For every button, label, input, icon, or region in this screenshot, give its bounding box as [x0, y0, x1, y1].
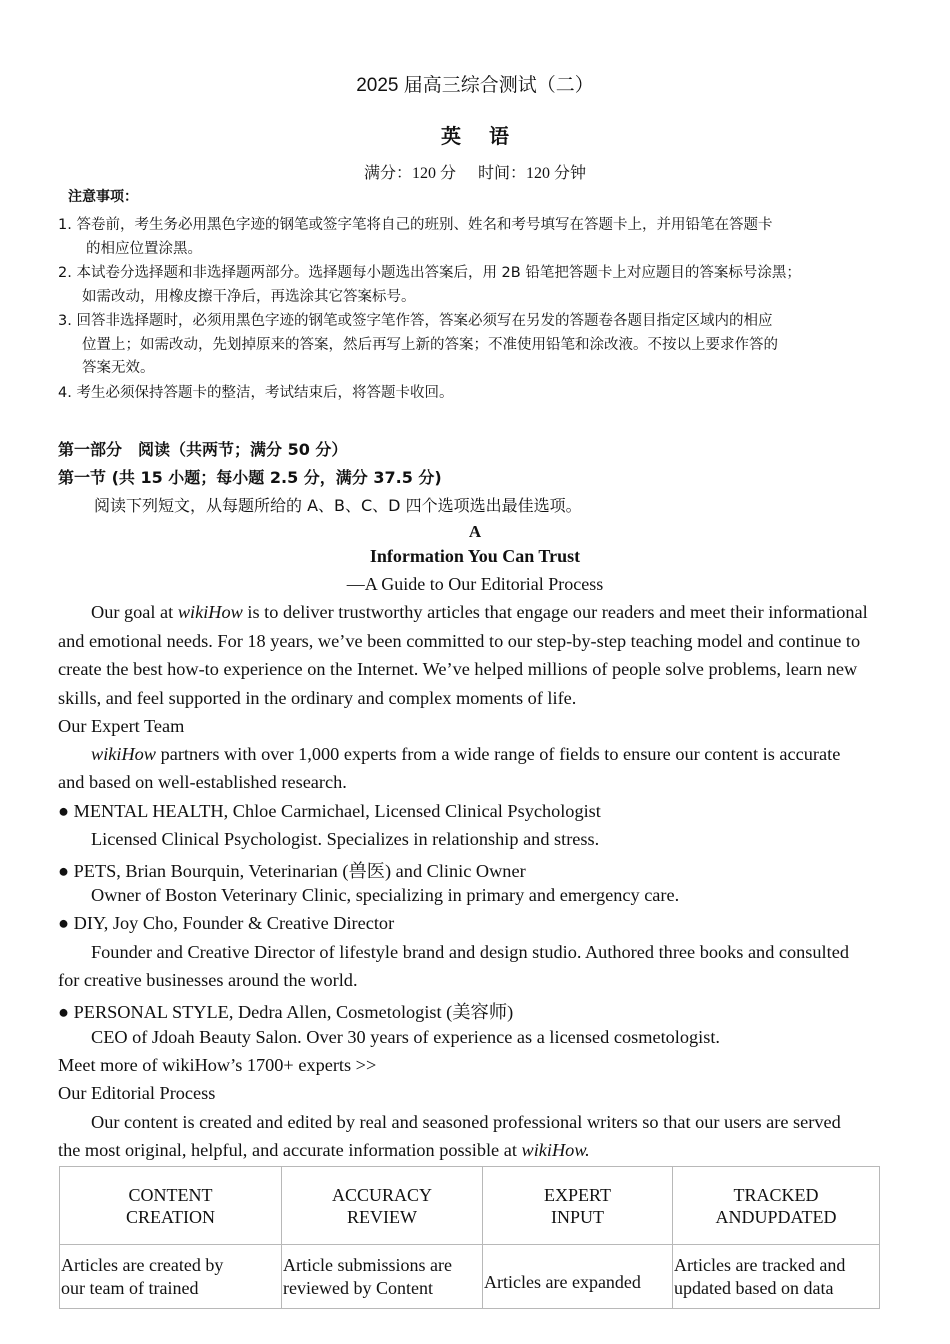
expert-item-title: ● MENTAL HEALTH, Chloe Carmichael, Licensed Clinical Psychologist	[58, 801, 601, 821]
editorial-process-table	[59, 1166, 880, 1309]
intro-line-4: skills, and feel supported in the ordinary and complex moments of life.	[58, 688, 577, 708]
more-experts-link: Meet more of wikiHow’s 1700+ experts >>	[58, 1055, 377, 1075]
intro-line-1: Our goal at wikiHow is to deliver trustworthy articles that engage our readers and meet their informational	[91, 602, 868, 622]
notice-item-1: 1. 答卷前，考生务必用黑色字迹的钢笔或签字笔将自己的班别、姓名和考号填写在答题卡上，并用铅笔在答题卡	[58, 217, 773, 233]
notice-item-3-cont: 位置上；如需改动，先划掉原来的答案，然后再写上新的答案；不准使用铅笔和涂改液。不按以上要求作答的	[82, 337, 778, 353]
brand-name: wikiHow	[91, 744, 157, 764]
intro-line-2: and emotional needs. For 18 years, we’ve been committed to our step-by-step teaching model and continue to	[58, 631, 861, 651]
table-header-row	[60, 1167, 880, 1245]
brand-name: wikiHow	[177, 602, 243, 622]
expert-item-desc: CEO of Jdoah Beauty Salon. Over 30 years of experience as a licensed cosmetologist.	[91, 1027, 720, 1047]
passage-title: Information You Can Trust	[369, 546, 581, 566]
expert-item-desc: Owner of Boston Veterinary Clinic, specializing in primary and emergency care.	[91, 885, 680, 905]
score-label: 满分：120 分	[363, 165, 456, 182]
time-label: 时间：120 分钟	[478, 165, 587, 182]
table-header-cell: ACCURACY REVIEW	[282, 1167, 483, 1245]
notice-heading: 注意事项：	[68, 189, 138, 205]
notice-item-3: 3. 回答非选择题时，必须用黑色字迹的钢笔或签字笔作答，答案必须写在另发的答题卷各题目指定区域内的相应	[58, 313, 773, 329]
editorial-heading: Our Editorial Process	[58, 1083, 216, 1103]
expert-item-title: ● PETS, Brian Bourquin, Veterinarian (兽医) and Clinic Owner	[58, 861, 526, 881]
expert-item-desc: Licensed Clinical Psychologist. Specializes in relationship and stress.	[91, 829, 600, 849]
subject-title: 英语	[441, 124, 537, 148]
expert-item-title: ● DIY, Joy Cho, Founder & Creative Director	[58, 913, 395, 933]
intro-line-3: create the best how-to experience on the Internet. We’ve helped millions of people solve problems, learn new	[58, 659, 858, 679]
table-header-cell: CONTENT CREATION	[60, 1167, 282, 1245]
notice-item-1-cont: 的相应位置涂黑。	[86, 241, 202, 257]
table-cell: Articles are created by our team of trained	[60, 1245, 282, 1309]
brand-name: wikiHow.	[521, 1140, 590, 1160]
exam-title: 2025 届高三综合测试（二）	[356, 75, 594, 96]
expert-team-line-2: and based on well-established research.	[58, 772, 347, 792]
section-heading: 第一节 (共 15 小题；每小题 2.5 分，满分 37.5 分)	[58, 468, 442, 487]
table-cell: Article submissions are reviewed by Content	[282, 1245, 483, 1309]
table-header-cell: EXPERT INPUT	[483, 1167, 673, 1245]
table-cell: Articles are tracked and updated based on data	[673, 1245, 880, 1309]
notice-item-2-cont: 如需改动，用橡皮擦干净后，再选涂其它答案标号。	[82, 289, 416, 305]
expert-item-desc-cont: for creative businesses around the world.	[58, 970, 358, 990]
table-cell: Articles are expanded	[483, 1245, 673, 1309]
passage-letter: A	[468, 522, 482, 541]
editorial-line-2: the most original, helpful, and accurate information possible at wikiHow.	[58, 1140, 590, 1160]
expert-team-heading: Our Expert Team	[58, 716, 185, 736]
expert-team-line-1: wikiHow partners with over 1,000 experts from a wide range of fields to ensure our content is accurate	[91, 744, 841, 764]
editorial-line-1: Our content is created and edited by real and seasoned professional writers so that our users are served	[91, 1112, 841, 1132]
table-row	[60, 1245, 880, 1309]
passage-subtitle: —A Guide to Our Editorial Process	[346, 574, 604, 594]
notice-item-3-cont2: 答案无效。	[82, 360, 155, 376]
table-header-cell: TRACKED ANDUPDATED	[673, 1167, 880, 1245]
notice-item-4: 4. 考生必须保持答题卡的整洁，考试结束后，将答题卡收回。	[58, 385, 454, 401]
part-heading: 第一部分 阅读（共两节；满分 50 分）	[58, 440, 348, 459]
exam-meta	[0, 160, 950, 183]
expert-item-title: ● PERSONAL STYLE, Dedra Allen, Cosmetologist (美容师)	[58, 1002, 514, 1022]
expert-item-desc: Founder and Creative Director of lifestyle brand and design studio. Authored three books and consulted	[91, 942, 849, 962]
instruction: 阅读下列短文，从每题所给的 A、B、C、D 四个选项选出最佳选项。	[94, 496, 582, 515]
notice-item-2: 2. 本试卷分选择题和非选择题两部分。选择题每小题选出答案后，用 2B 铅笔把答题卡上对应题目的答案标号涂黑；	[58, 265, 801, 281]
